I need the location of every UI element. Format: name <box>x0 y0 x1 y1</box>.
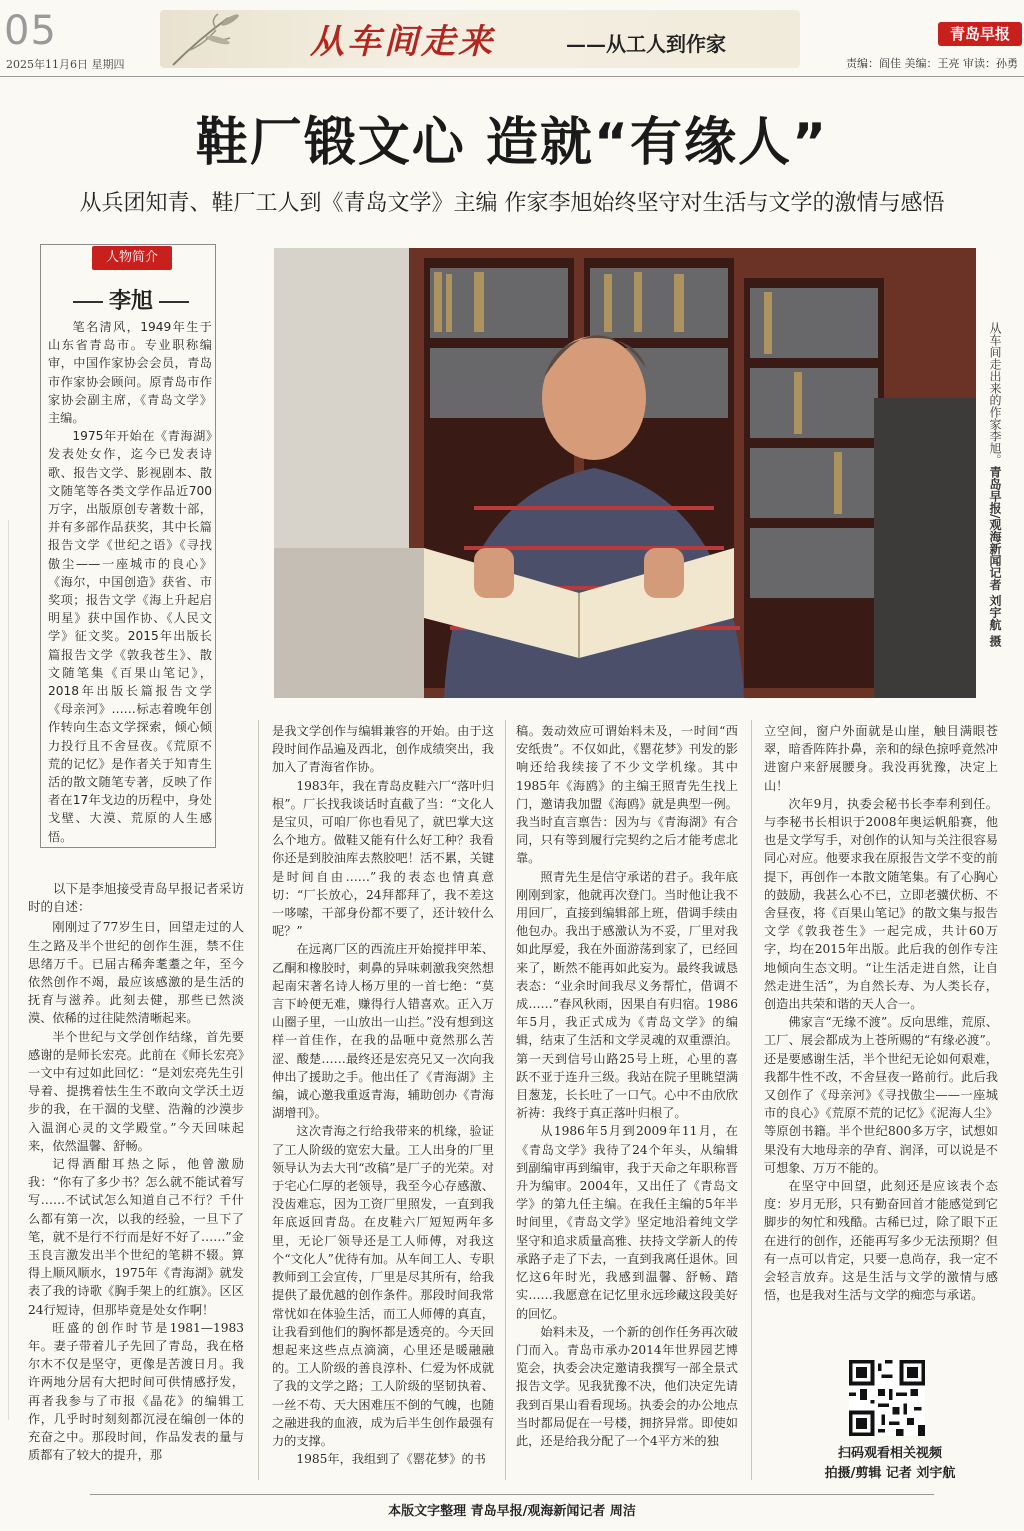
body-paragraph: 稿。轰动效应可谓始料未及，一时间“西安纸贵”。不仅如此，《罂花梦》刊发的影响还给我续接了不少文学机缘。其中1985年《海鸥》的主编王照青先生找上门，邀请我加盟《海鸥》就是典型一例。我当时直言禀告：因为与《青海湖》有合同，只有等到履行完契约之后才能考虑北靠。 <box>516 724 738 866</box>
author-photo <box>274 248 976 698</box>
body-paragraph: 始料未及，一个新的创作任务再次破门而入。青岛市承办2014年世界园艺博览会，执委会决定邀请我撰写一部全景式报告文学。见我犹豫不决，他们决定先请我到百果山看看现场。执委会的办公地点当时都局促在一号楼，拥挤异常。即使如此，还是给我分配了一个4平方米的独 <box>516 1324 738 1448</box>
dash-right <box>159 301 189 303</box>
body-paragraph: 刚刚过了77岁生日，回望走过的人生之路及半个世纪的创作生涯，禁不住思绪万千。已届古稀奔耄耋之年，至今依然创作不竭，最应该感激的是生活的抚育与滋养。此刻去健，那些已然淡漠、依稀的过往陡然清晰起来。 <box>28 920 244 1026</box>
dash-left <box>73 301 103 303</box>
profile-paragraph: 笔名清风，1949年生于山东省青岛市。专业职称编审，中国作家协会会员，青岛市作家协会顾问。原青岛市作家协会副主席，《青岛文学》主编。 <box>48 320 212 426</box>
footer-divider <box>90 1494 934 1495</box>
editor-credits: 责编：阎佳 美编：王亮 审读：孙勇 <box>846 57 1018 70</box>
footer-credit: 本版文字整理 青岛早报/观海新闻记者 周洁 <box>388 1504 636 1519</box>
column-subtitle: ——从工人到作家 <box>566 32 726 56</box>
issue-date: 2025年11月6日 星期四 <box>6 58 125 71</box>
body-column-3 <box>516 722 738 1450</box>
ink-bamboo-decoration <box>168 10 258 68</box>
body-paragraph: 旺盛的创作时节是1981—1983年。妻子带着儿子先回了青岛，我在格尔木不仅是坚守，更像是苦渡日月。我许两地分居有大把时间可供情感抒发，再者我参与了市报《晶花》的编辑工作，几乎时时刻刻都沉浸在编创一体的充奋之中。那段时间，作品发表的量与质都有了较大的提升，那 <box>28 1320 244 1463</box>
subheadline: 从兵团知青、鞋厂工人到《青岛文学》主编 作家李旭始终坚守对生活与文学的激情与感悟 <box>79 191 945 216</box>
profile-paragraph: 1975年开始在《青海湖》发表处女作，迄今已发表诗歌、报告文学、影视剧本、散文随笔等各类文学作品近700万字，出版原创专著数十部，并有多部作品获奖，其中长篇报告文学《世纪之语》《寻找傲尘——一座城市的良心》《海尔，中国创造》获省、市奖项；报告文学《海上升起启明星》获中国作协、《人民文学》征文奖。2015年出版长篇报告文学《敦我苍生》、散文随笔集《百果山笔记》，2018年出版长篇报告文学《母亲河》……标志着晚年创作转向生态文学探索，倾心倾力投行且不舍昼夜。《荒原不荒的记忆》是作者关于知青生活的散文随笔专著，反映了作者在17年戈边的历程中，身处戈壁、大漠、荒原的人生感悟。 <box>48 429 212 844</box>
qr-caption <box>810 1444 970 1484</box>
body-paragraph: 是我文学创作与编辑兼容的开始。由于这段时间作品遍及西北，创作成绩突出，我加入了青海省作协。 <box>272 724 494 775</box>
body-column-4 <box>764 722 998 1305</box>
body-paragraph: 1983年，我在青岛皮鞋六厂“落叶归根”。厂长找我谈话时直截了当：“文化人是宝贝，可咱厂你也看见了，就巴掌大这么个地方。做鞋又能有什么好工种？我看你还是到胶油库去熬胶吧！活不累，关键是时间自由……”我的表态也情真意切：“厂长放心，24拜都拜了，我不差这一哆嗦，干部身份都不要了，还计较什么呢？” <box>272 778 494 939</box>
qr-code[interactable] <box>849 1360 925 1436</box>
qr-code-icon <box>849 1360 925 1436</box>
column-divider <box>505 720 506 1480</box>
photo-credit: 青岛早报/观海新闻记者 刘宇航 摄 <box>988 466 1002 647</box>
body-paragraph: 从1986年5月到2009年11月，在《青岛文学》我待了24个年头，从编辑到副编审再到编审，我于天命之年职称晋升为编审。2004年，又出任了《青岛文学》的第九任主编。在我任主编的5年半时间里，《青岛文学》坚定地沿着纯文学坚守和追求质量高雅、扶持文学新人的传承路子走了下去，一直到我离任退休。回忆这6年时光，我感到温馨、舒畅、踏实……我愿意在记忆里永远珍藏这段美好的回忆。 <box>516 1124 738 1321</box>
body-paragraph: 立空间，窗户外面就是山崖，触目满眼苍翠，暗香阵阵扑鼻，亲和的绿色掠呼竟然冲进窗户来舒展腰身。我没再犹豫，决定上山！ <box>764 724 998 793</box>
qr-credit-line: 拍摄/剪辑 记者 刘宇航 <box>824 1466 956 1481</box>
body-paragraph: 1985年，我组到了《罂花梦》的书 <box>296 1452 486 1467</box>
photo-illustration <box>274 248 976 698</box>
body-paragraph: 这次青海之行给我带来的机缘，验证了工人阶级的宽宏大量。工人出身的厂里领导认为去大刊“改稿”是厂子的光荣。对于宅心仁厚的老领导，我至今心存感激、没齿难忘，因为工资厂里照发，一直到我年底返回青岛。在皮鞋六厂短短两年多里，无论厂领导还是工人师傅，对我这个“文化人”优待有加。从车间工人、专职教师到工会宣传，厂里是尽其所有，给我提供了最优越的创作条件。那段时间我常常忧如在体验生活，而工人师傅的真直，让我看到他们的胸怀都是透亮的。今天回想起来这些点点滴滴，心里还是暖融融的。工人阶级的善良淳朴、仁爱为怀成就了我的文学之路；工人阶级的坚韧执着、一丝不苟、天大困难压不倒的气魄，也随之融进我的血液，成为后半生创作最强有力的支撑。 <box>272 1124 494 1448</box>
body-paragraph: 在坚守中回望，此刻还是应该表个态度：岁月无形，只有勤奋回首才能感觉到它脚步的匆忙和残酷。古稀已过，除了眼下正在进行的创作，还能再写多少无法预期？但有一点可以肯定，只要一息尚存，我一定不会轻言放弃。这是生活与文学的激情与感悟，也是我对生活与文学的痴恋与承诺。 <box>764 1179 998 1303</box>
margin-line <box>8 520 9 1420</box>
qr-caption-line: 扫码观看相关视频 <box>837 1446 942 1461</box>
headline: 鞋厂锻文心 造就“有缘人” <box>195 113 829 173</box>
body-paragraph: 佛家言“无缘不渡”。反向思维，荒原、工厂、展会都成为上苍所赐的“有缘必渡”。还是要感谢生活，半个世纪无论如何艰难，我都牛性不改，不舍昼夜一路前行。此后我又创作了《母亲河》《寻找傲尘——一座城市的良心》《荒原不荒的记忆》《泥海人尘》等原创书籍。半个世纪800多万字，试想如果没有大地母亲的孕育、润泽，可以说是不可想象、万万不能的。 <box>764 1015 998 1175</box>
profile-tag: 人物简介 <box>92 246 172 270</box>
lead-paragraph: 以下是李旭接受青岛早报记者采访时的自述： <box>28 881 244 915</box>
body-column-1 <box>28 880 244 1465</box>
photo-caption-text: 从车间走出来的作家李旭。 <box>988 322 1002 466</box>
newspaper-logo: 青岛早报 <box>938 22 1022 46</box>
profile-text <box>48 318 212 846</box>
body-paragraph: 次年9月，执委会秘书长李奉利到任。与李秘书长相识于2008年奥运帆船赛，他也是文学写手，对创作的认知与关注很容易同心对应。他要求我在原报告文学不变的前提下，再创作一本散文随笔集。有了心胸心的鼓励，我甚么心不已，立即老骥伏枥、不舍昼夜，将《百果山笔记》的散文集与报告文学《敦我苍生》一起完成，共计60万字，均在2015年出版。此后我的创作专注地倾向生态文明。“让生活走进自然，让自然走进生活”，为自然长寿、为人类长存，创造出共荣和谐的天人合一。 <box>764 796 998 1012</box>
page-number: 05 <box>4 8 57 54</box>
body-paragraph: 记得酒酣耳热之际，他曾激励我：“你有了多少书？怎么就不能试着写写……不试试怎么知道自己不行？千什么都有第一次，以我的经验，一旦下了笔，就不是行不行而是好不好了……”金玉良言激发出半个世纪的笔耕不辍。算得上顺风顺水，1975年《青海湖》就发表了我的诗歌《胸手架上的红旗》。区区24行短诗，但那毕竟是处女作啊！ <box>28 1157 244 1317</box>
body-column-2 <box>272 722 494 1468</box>
body-paragraph: 照青先生是信守承诺的君子。我年底刚刚到家，他就再次登门。当时他让我不用回厂，直接到编辑部上班，借调手续由他包办。我出于感激认为不妥，厂里对我如此厚爱，我在外面游荡到家了，已经回来了，断然不能再如此妄为。最终我诚恳表态：“业余时间我尽义务帮忙，借调不成……”春风秋雨，因果自有归宿。1986年5月，我正式成为《青岛文学》的编辑，结束了生活和文学灵魂的双重漂泊。第一天到信号山路25号上班，心里的喜跃不亚于连升三级。我站在院子里眺望满目葱茏，长长吐了一口气。心中不由欣欣祈祷：我终于真正落叶归根了。 <box>516 869 738 1121</box>
header-divider <box>0 76 1024 77</box>
photo-caption <box>982 322 1002 647</box>
body-paragraph: 半个世纪与文学创作结缘，首先要感谢的是师长宏亮。此前在《师长宏亮》一文中有过如此回忆：“是刘宏亮先生引导着、提携着怯生生不敢向文学沃土迈步的我，在干涸的戈壁、浩瀚的沙漠步入温润心灵的文学殿堂。”今天回味起来，依然温馨、舒畅。 <box>28 1029 244 1153</box>
profile-name-text: 李旭 <box>108 289 153 314</box>
body-paragraph: 在远离厂区的西流庄开始搅拌甲苯、乙酮和橡胶时，刺鼻的异味刺激我突然想起南宋著名诗人杨万里的一首七绝：“莫言下岭便无难，赚得行人错喜欢。正入万山圈子里，一山放出一山拦。”没有想到这样一首佳作，在我的品咂中竟然那么苦涩、酸楚……最终还是宏亮兄又一次向我伸出了援助之手。他出任了《青海湖》主编，诚心邀我重返青海，辅助创办《青海湖增刊》。 <box>272 942 494 1121</box>
column-divider <box>258 720 259 1480</box>
profile-name <box>56 284 206 315</box>
column-title: 从车间走来 <box>310 22 495 62</box>
column-divider <box>751 720 752 1480</box>
